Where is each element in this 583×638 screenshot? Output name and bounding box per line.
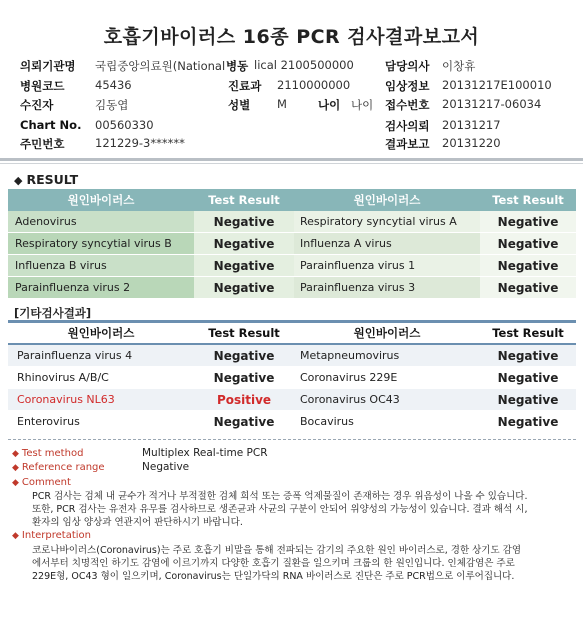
- rrn-label: 주민번호: [20, 137, 65, 151]
- hospital-code-value: 45436: [95, 78, 132, 92]
- table-row: [8, 255, 576, 277]
- diamond-icon: ◆: [14, 174, 23, 187]
- diamond-icon: ◆: [12, 478, 19, 488]
- diamond-icon: ◆: [12, 531, 19, 541]
- test-result: Negative: [480, 367, 576, 389]
- other-results-label: [기타검사결과]: [14, 306, 92, 320]
- report-title: 호흡기바이러스 16종 PCR 검사결과보고서: [103, 26, 480, 48]
- virus-name: Influenza B virus: [8, 255, 194, 277]
- table-row: [8, 411, 576, 433]
- test-result: Negative: [194, 255, 294, 277]
- virus-name: Parainfluenza virus 2: [8, 277, 194, 299]
- chart-no-label: Chart No.: [20, 118, 82, 132]
- doctor-label: 담당의사: [385, 59, 430, 73]
- test-result: Negative: [194, 345, 294, 367]
- age-value: 나이: [351, 98, 374, 112]
- test-result: Negative: [480, 389, 576, 411]
- virus-name: Enterovirus: [8, 411, 194, 433]
- virus-name: Respiratory syncytial virus B: [8, 233, 194, 255]
- col-result-header: Test Result: [480, 323, 576, 345]
- request-date-label: 검사의뢰: [385, 119, 430, 133]
- comment-row: [12, 477, 71, 488]
- col-virus-header: 원인바이러스: [294, 323, 480, 345]
- test-result-positive: Positive: [194, 389, 294, 411]
- virus-name: Parainfluenza virus 3: [294, 277, 480, 299]
- interpretation-line: 코로나바이러스(Coronavirus)는 주로 호흡기 비말을 통해 전파되는 감기의 주요한 원인 바이러스로, 경한 상기도 감염: [32, 545, 522, 556]
- table-row: [8, 277, 576, 299]
- ward-value: lical 2100500000: [254, 58, 354, 72]
- table-row: [8, 345, 576, 367]
- ward-label: 병동: [226, 59, 249, 73]
- diamond-icon: ◆: [12, 463, 19, 473]
- test-result: Negative: [480, 255, 576, 277]
- report-date-label: 결과보고: [385, 137, 430, 151]
- header-divider: [0, 158, 583, 161]
- comment-line: 또한, PCR 검사는 유전자 유무를 검사하므로 생존균과 사균의 구분이 안되어 위양성의 가능성이 있습니다. 결과 해석 시,: [32, 504, 528, 515]
- clinical-label: 임상정보: [385, 79, 430, 93]
- sex-value: M: [277, 97, 287, 111]
- comment-line: PCR 검사는 검체 내 균수가 적거나 부적절한 검체 희석 또는 증폭 억제물질이 존재하는 경우 위음성이 나올 수 있습니다.: [32, 491, 528, 502]
- test-method-row: [12, 448, 83, 459]
- result-table: [8, 189, 576, 299]
- receipt-value: 20131217-06034: [442, 97, 542, 111]
- dept-label: 진료과: [228, 79, 262, 93]
- test-result: Negative: [480, 211, 576, 233]
- receipt-label: 접수번호: [385, 98, 430, 112]
- examinee-value: 김동엽: [95, 98, 129, 112]
- report-date-value: 20131220: [442, 136, 501, 150]
- table-row-positive: [8, 389, 576, 411]
- col-result-header: Test Result: [480, 189, 576, 211]
- test-method-value: Multiplex Real-time PCR: [142, 447, 268, 459]
- virus-name: Metapneumovirus: [294, 345, 480, 367]
- virus-name: Adenovirus: [8, 211, 194, 233]
- interpretation-row: [12, 530, 91, 541]
- comment-label: Comment: [21, 477, 71, 488]
- virus-name: Influenza A virus: [294, 233, 480, 255]
- test-result: Negative: [194, 367, 294, 389]
- other-result-table: [8, 320, 576, 433]
- virus-name: Respiratory syncytial virus A: [294, 211, 480, 233]
- col-result-header: Test Result: [194, 323, 294, 345]
- header-divider-thin: [0, 163, 583, 164]
- col-virus-header: 원인바이러스: [8, 189, 194, 211]
- result-table-header: [8, 189, 576, 211]
- col-result-header: Test Result: [194, 189, 294, 211]
- doctor-value: 이창휴: [442, 59, 476, 73]
- virus-name: Parainfluenza virus 4: [8, 345, 194, 367]
- other-table-header: [8, 323, 576, 345]
- request-date-value: 20131217: [442, 118, 501, 132]
- institution-label: 의뢰기관명: [20, 59, 76, 73]
- reference-range-value: Negative: [142, 461, 190, 473]
- test-result: Negative: [194, 233, 294, 255]
- hospital-code-label: 병원코드: [20, 79, 65, 93]
- test-result: Negative: [480, 345, 576, 367]
- table-row: [8, 233, 576, 255]
- institution-value: 국립중앙의료원(National: [95, 59, 226, 73]
- notes-section: [8, 439, 576, 589]
- sex-label: 성별: [228, 98, 251, 112]
- test-result: Negative: [480, 277, 576, 299]
- interpretation-line: 229E형, OC43 형이 일으키며, Coronavirus는 단일가닥의 RNA 바이러스로 진단은 주로 PCR법으로 이루어집니다.: [32, 571, 515, 582]
- reference-range-label: Reference range: [21, 462, 105, 473]
- rrn-value: 121229-3******: [95, 136, 185, 150]
- examinee-label: 수진자: [20, 98, 54, 112]
- interpretation-line: 에서부터 치명적인 하기도 감염에 이르기까지 다양한 호흡기 질환을 일으키며 크룹의 한 원인입니다. 인체감염은 주로: [32, 558, 515, 569]
- reference-range-row: [12, 462, 105, 473]
- test-method-label: Test method: [21, 448, 84, 459]
- virus-name-positive: Coronavirus NL63: [8, 389, 194, 411]
- virus-name: Rhinovirus A/B/C: [8, 367, 194, 389]
- result-heading: [14, 172, 78, 187]
- virus-name: Bocavirus: [294, 411, 480, 433]
- chart-no-value: 00560330: [95, 118, 154, 132]
- test-result: Negative: [194, 211, 294, 233]
- virus-name: Coronavirus OC43: [294, 389, 480, 411]
- test-result: Negative: [480, 233, 576, 255]
- col-virus-header: 원인바이러스: [8, 323, 194, 345]
- virus-name: Parainfluenza virus 1: [294, 255, 480, 277]
- interpretation-label: Interpretation: [21, 530, 91, 541]
- table-row: [8, 211, 576, 233]
- table-row: [8, 367, 576, 389]
- test-result: Negative: [480, 411, 576, 433]
- test-result: Negative: [194, 411, 294, 433]
- col-virus-header: 원인바이러스: [294, 189, 480, 211]
- dept-value: 2110000000: [277, 78, 351, 92]
- age-label: 나이: [318, 98, 341, 112]
- diamond-icon: ◆: [12, 449, 19, 459]
- result-heading-text: RESULT: [26, 172, 79, 187]
- test-result: Negative: [194, 277, 294, 299]
- virus-name: Coronavirus 229E: [294, 367, 480, 389]
- comment-line: 환자의 임상 양상과 연관지어 판단하시기 바랍니다.: [32, 517, 243, 528]
- clinical-value: 20131217E100010: [442, 78, 552, 92]
